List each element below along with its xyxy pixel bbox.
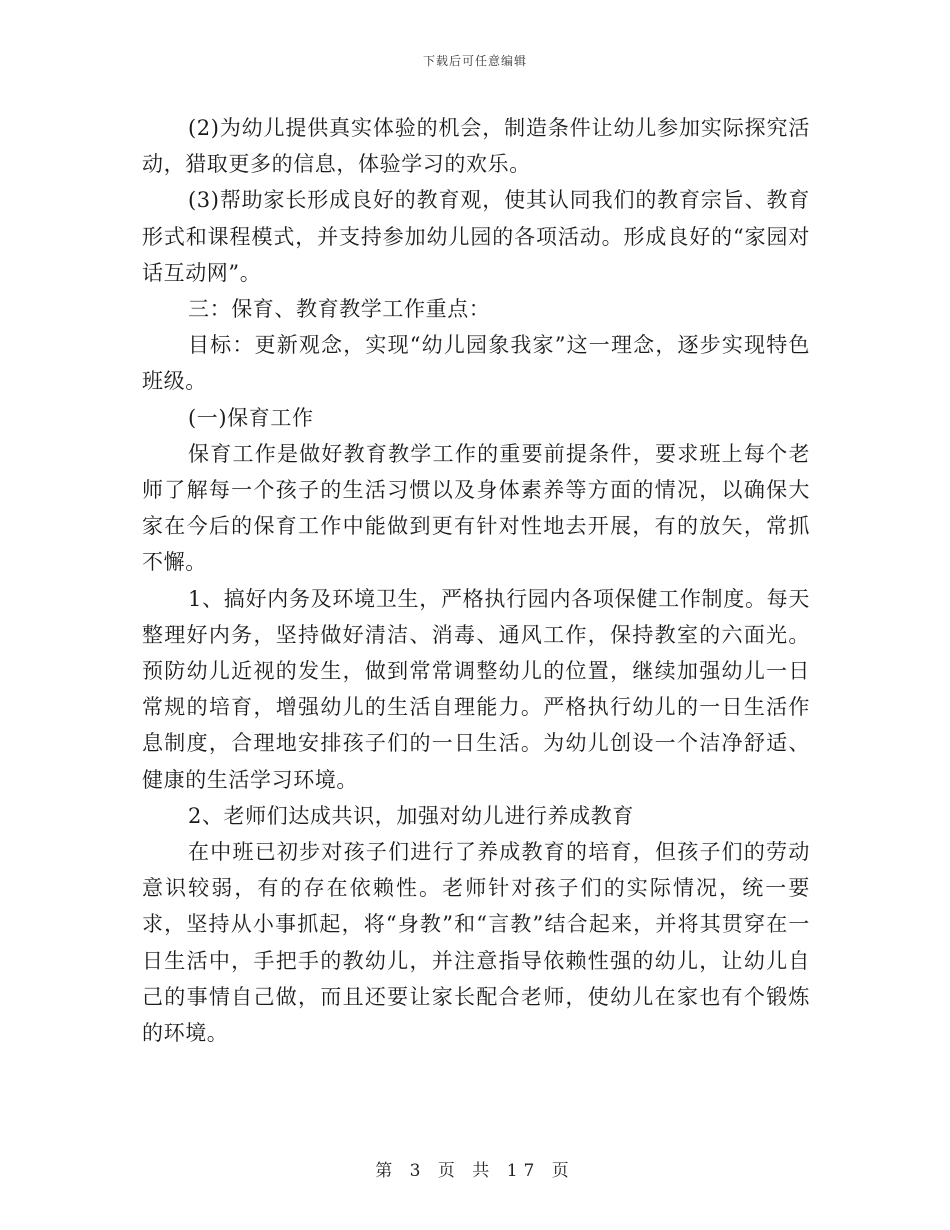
paragraph-goal: 目标：更新观念，实现“幼儿园象我家”这一理念，逐步实现特色班级。 — [142, 333, 810, 394]
page-header: 下载后可任意编辑 — [422, 54, 527, 68]
paragraph-item-2: (2)为幼儿提供真实体验的机会，制造条件让幼儿参加实际探究活动，猎取更多的信息，体验学习的欢乐。 — [142, 116, 810, 177]
paragraph-habit-education: 在中班已初步对孩子们进行了养成教育的培育，但孩子们的劳动意识较弱，有的存在依赖性。老师针对孩子们的实际情况，统一要求，坚持从小事抓起，将“身教”和“言教”结合起来，并将其贯穿在一日生活中，手把手的教幼儿，并注意指导依赖性强的幼儿，让幼儿自己的事情自己做，而且还要让家长配合老师，使幼儿在家也有个锻炼的环境。 — [142, 840, 810, 1046]
paragraph-point-1: 1、搞好内务及环境卫生，严格执行园内各项保健工作制度。每天整理好内务，坚持做好清洁、消毒、通风工作，保持教室的六面光。预防幼儿近视的发生，做到常常调整幼儿的位置，继续加强幼儿一日常规的培育，增强幼儿的生活自理能力。严格执行幼儿的一日生活作息制度，合理地安排孩子们的一日生活。为幼儿创设一个洁净舒适、健康的生活学习环境。 — [142, 586, 810, 792]
page-number: 第 3 页 共 17 页 — [375, 1161, 575, 1181]
document-body — [142, 110, 810, 1051]
paragraph-item-3: (3)帮助家长形成良好的教育观，使其认同我们的教育宗旨、教育形式和课程模式，并支持参加幼儿园的各项活动。形成良好的“家园对话互动网”。 — [142, 188, 810, 285]
paragraph-care-work-intro: 保育工作是做好教育教学工作的重要前提条件，要求班上每个老师了解每一个孩子的生活习惯以及身体素养等方面的情况，以确保大家在今后的保育工作中能做到更有针对性地去开展，有的放矢，常抓不懈。 — [142, 441, 810, 575]
paragraph-point-2-heading: 2、老师们达成共识，加强对幼儿进行养成教育 — [188, 803, 634, 828]
subsection-heading-care-work: (一)保育工作 — [188, 405, 314, 430]
section-heading-key-points: 三：保育、教育教学工作重点： — [188, 297, 491, 322]
